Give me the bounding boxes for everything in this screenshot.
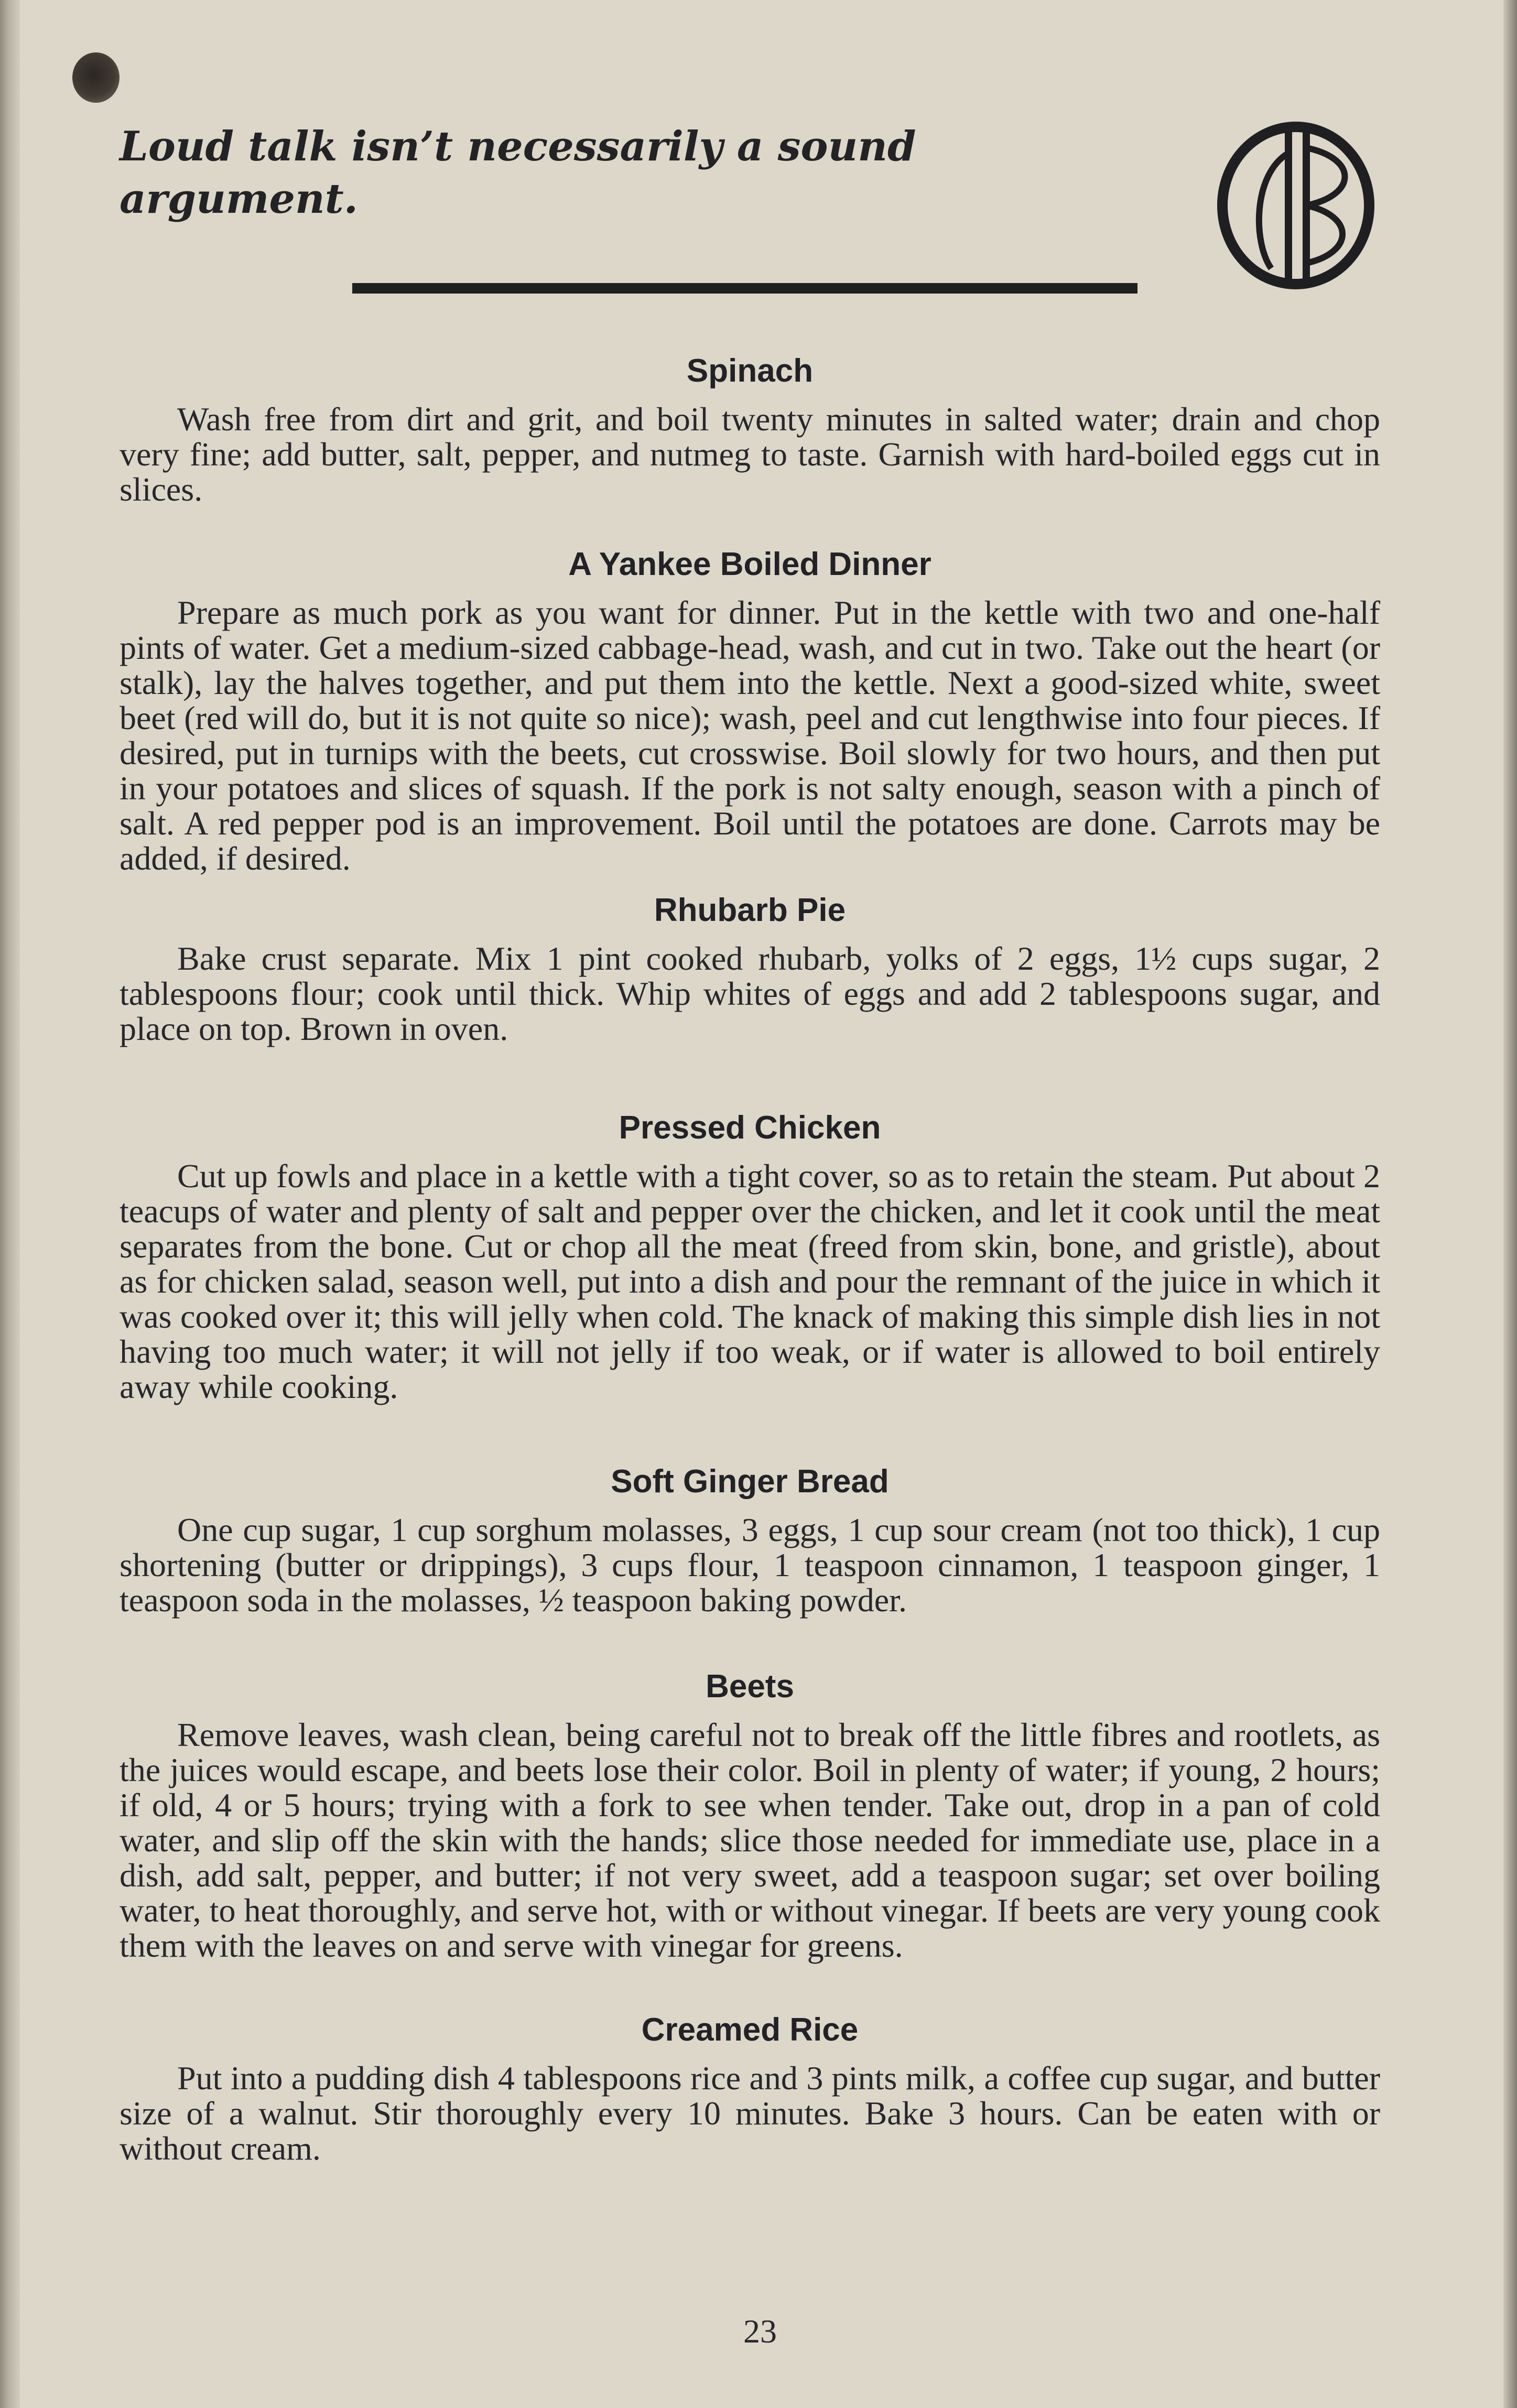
recipe-title: Beets <box>706 1668 794 1705</box>
recipe-body: Prepare as much pork as you want for dinner. Put in the kettle with two and one-half pints of water. Get a medium-sized cabbage-head, wash, and cut in two. Take out the heart (or stalk), lay the halves together, and put them into the kettle. Next a good-sized white, sweet beet (red will do, but it is not quite so nice); wash, peel and cut lengthwise into four pieces. If desired, put in turnips with the beets, cut crosswise. Boil slowly for two hours, and then put in your potatoes and slices of squash. If the pork is not salty enough, season with a pinch of salt. A red pepper pod is an improvement. Boil until the potatoes are done. Carrots may be added, if desired. <box>120 594 1380 877</box>
recipe-body: Put into a pudding dish 4 tablespoons rice and 3 pints milk, a coffee cup sugar, and butter size of a walnut. Stir thoroughly every 10 minutes. Bake 3 hours. Can be eaten with or without cream. <box>120 2059 1380 2167</box>
recipe-spinach <box>120 350 1380 507</box>
recipe-beets <box>120 1666 1380 1963</box>
page-binding-shadow <box>0 0 20 2408</box>
recipe-title: Spinach <box>686 353 814 389</box>
recipe-creamed-rice <box>120 2009 1380 2166</box>
recipe-soft-ginger-bread <box>120 1461 1380 1618</box>
punch-hole <box>72 52 120 103</box>
recipe-rhubarb-pie <box>120 890 1380 1046</box>
recipe-body: Bake crust separate. Mix 1 pint cooked rhubarb, yolks of 2 eggs, 1½ cups sugar, 2 tablespoons flour; cook until thick. Whip whites of eggs and add 2 tablespoons sugar, and place on top. Brown in oven. <box>120 940 1380 1047</box>
recipe-title: Soft Ginger Bread <box>611 1463 889 1500</box>
recipe-title: Pressed Chicken <box>619 1110 881 1146</box>
recipe-yankee-boiled-dinner <box>120 544 1380 876</box>
motto-heading: Loud talk isn’t necessarily a sound argument. <box>120 123 916 223</box>
recipe-list <box>120 350 1380 2166</box>
recipe-body: Cut up fowls and place in a kettle with a tight cover, so as to retain the steam. Put about 2 teacups of water and plenty of salt and pepper over the chicken, and let it cook until the meat separates from the bone. Cut or chop all the meat (freed from skin, bone, and gristle), about as for chicken salad, season well, put into a dish and pour the remnant of the juice in which it was cooked over it; this will jelly when cold. The knack of making this simple dish lies in not having too much water; it will not jelly if too weak, or if water is allowed to boil entirely away while cooking. <box>120 1157 1380 1405</box>
recipe-body: One cup sugar, 1 cup sorghum molasses, 3 eggs, 1 cup sour cream (not too thick), 1 cup shortening (butter or drippings), 3 cups flour, 1 teaspoon cinnamon, 1 teaspoon ginger, 1 teaspoon soda in the molasses, ½ teaspoon baking powder. <box>120 1511 1380 1619</box>
recipe-title: A Yankee Boiled Dinner <box>568 546 931 582</box>
page-number: 23 <box>743 2313 777 2350</box>
heading-rule-divider <box>352 283 1137 294</box>
page-edge-shadow <box>1503 0 1517 2408</box>
recipe-title: Creamed Rice <box>641 2012 859 2048</box>
monogram-logo-icon <box>1213 116 1379 295</box>
recipe-body: Wash free from dirt and grit, and boil twenty minutes in salted water; drain and chop very fine; add butter, salt, pepper, and nutmeg to taste. Garnish with hard-boiled eggs cut in slices. <box>120 400 1380 508</box>
recipe-title: Rhubarb Pie <box>654 892 846 928</box>
recipe-body: Remove leaves, wash clean, being careful not to break off the little fibres and rootlets, as the juices would escape, and beets lose their color. Boil in plenty of water; if young, 2 hours; if old, 4 or 5 hours; trying with a fork to see when tender. Take out, drop in a pan of cold water, and slip off the skin with the hands; slice those needed for immediate use, place in a dish, add salt, pepper, and butter; if not very sweet, add a teaspoon sugar; set over boiling water, to heat thoroughly, and serve hot, with or without vinegar. If beets are very young cook them with the leaves on and serve with vinegar for greens. <box>120 1716 1380 1964</box>
recipe-pressed-chicken <box>120 1107 1380 1404</box>
